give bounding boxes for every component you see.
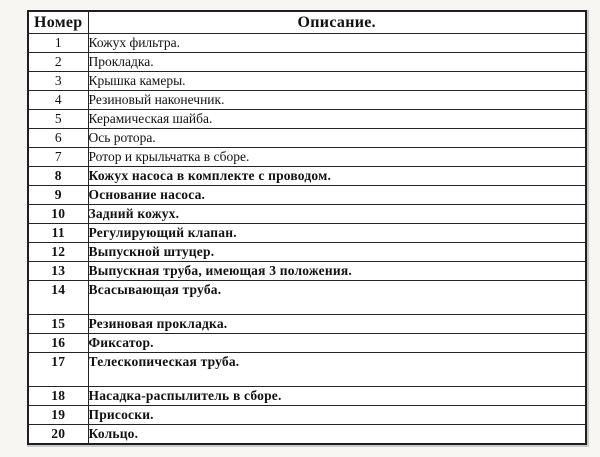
table-cell-number: 5 xyxy=(28,110,88,129)
table-row xyxy=(28,224,586,243)
table-row xyxy=(28,72,586,91)
parts-table xyxy=(27,10,587,445)
table-row xyxy=(28,406,586,425)
table-cell-description: Керамическая шайба. xyxy=(88,110,586,129)
table-row xyxy=(28,167,586,186)
table-cell-number: 19 xyxy=(28,406,88,425)
table-cell-number: 9 xyxy=(28,186,88,205)
table-row xyxy=(28,281,586,315)
table-cell-description: Всасывающая труба. xyxy=(88,281,586,315)
table-row xyxy=(28,91,586,110)
table-row xyxy=(28,315,586,334)
table-cell-description: Выпускная труба, имеющая 3 положения. xyxy=(88,262,586,281)
table-row xyxy=(28,205,586,224)
table-row xyxy=(28,148,586,167)
table-cell-description: Основание насоса. xyxy=(88,186,586,205)
table-cell-description: Кольцо. xyxy=(88,425,586,444)
table-cell-description: Кожух фильтра. xyxy=(88,34,586,53)
table-cell-number: 7 xyxy=(28,148,88,167)
table-row xyxy=(28,353,586,387)
table-cell-number: 10 xyxy=(28,205,88,224)
table-row xyxy=(28,129,586,148)
table-cell-description: Выпускной штуцер. xyxy=(88,243,586,262)
table-cell-number: 2 xyxy=(28,53,88,72)
table-row xyxy=(28,243,586,262)
table-row xyxy=(28,53,586,72)
table-cell-description: Фиксатор. xyxy=(88,334,586,353)
table-cell-number: 6 xyxy=(28,129,88,148)
table-cell-description: Ось ротора. xyxy=(88,129,586,148)
table-cell-number: 8 xyxy=(28,167,88,186)
table-cell-number: 4 xyxy=(28,91,88,110)
table-cell-number: 11 xyxy=(28,224,88,243)
table-row xyxy=(28,262,586,281)
table-cell-description: Резиновый наконечник. xyxy=(88,91,586,110)
table-cell-description: Телескопическая труба. xyxy=(88,353,586,387)
table-cell-description: Регулирующий клапан. xyxy=(88,224,586,243)
table-cell-number: 15 xyxy=(28,315,88,334)
table-row xyxy=(28,425,586,444)
table-row xyxy=(28,387,586,406)
table-cell-number: 1 xyxy=(28,34,88,53)
table-cell-number: 16 xyxy=(28,334,88,353)
table-cell-number: 14 xyxy=(28,281,88,315)
table-cell-number: 3 xyxy=(28,72,88,91)
table-header-row xyxy=(28,11,586,34)
table-cell-number: 17 xyxy=(28,353,88,387)
parts-table-body xyxy=(28,34,586,444)
table-cell-number: 20 xyxy=(28,425,88,444)
table-cell-description: Присоски. xyxy=(88,406,586,425)
table-cell-description: Кожух насоса в комплекте с проводом. xyxy=(88,167,586,186)
table-cell-number: 18 xyxy=(28,387,88,406)
table-cell-description: Крышка камеры. xyxy=(88,72,586,91)
table-cell-description: Ротор и крыльчатка в сборе. xyxy=(88,148,586,167)
column-header-number: Номер xyxy=(28,11,88,34)
table-cell-number: 12 xyxy=(28,243,88,262)
table-cell-description: Насадка-распылитель в сборе. xyxy=(88,387,586,406)
table-cell-description: Резиновая прокладка. xyxy=(88,315,586,334)
table-row xyxy=(28,334,586,353)
table-cell-description: Задний кожух. xyxy=(88,205,586,224)
table-cell-description: Прокладка. xyxy=(88,53,586,72)
table-row xyxy=(28,186,586,205)
column-header-description: Описание. xyxy=(88,11,586,34)
table-row xyxy=(28,110,586,129)
table-cell-number: 13 xyxy=(28,262,88,281)
table-row xyxy=(28,34,586,53)
